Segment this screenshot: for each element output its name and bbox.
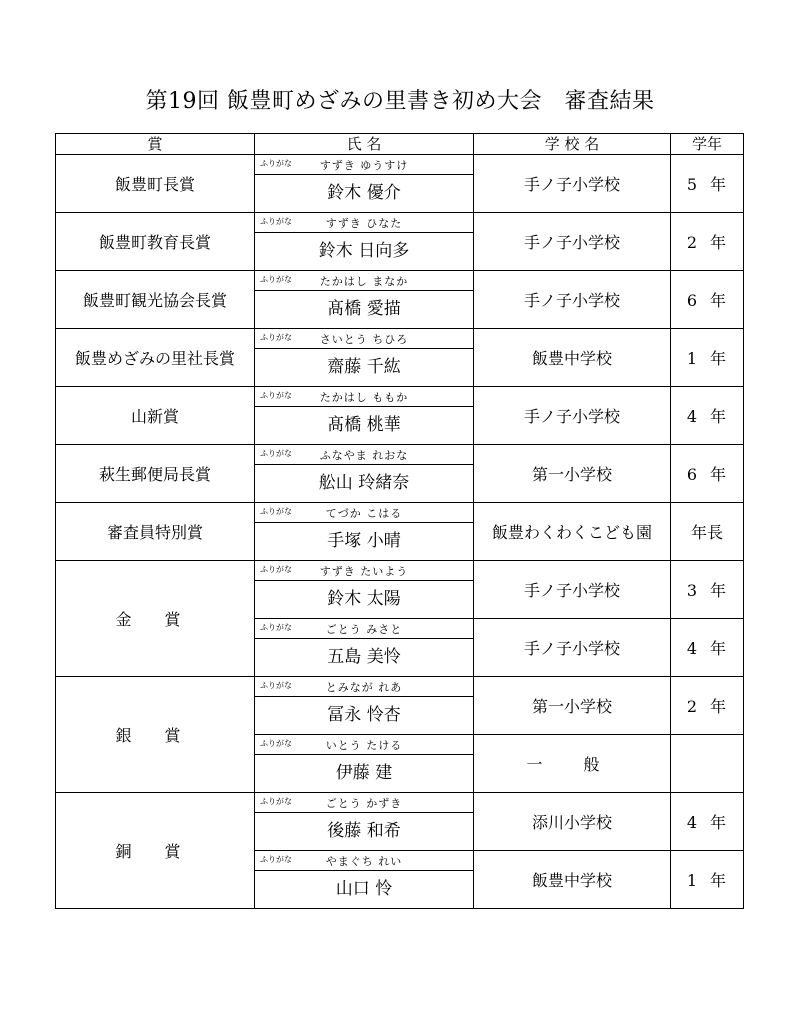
school-cell: 手ノ子小学校 (474, 213, 671, 271)
table-row (56, 503, 744, 561)
name-cell (255, 851, 474, 909)
award-cell-gold: 金 賞 (56, 561, 255, 677)
school-cell: 手ノ子小学校 (474, 619, 671, 677)
results-table (55, 133, 744, 909)
grade-unit: 年 (710, 813, 727, 832)
school-cell: 飯豊中学校 (474, 329, 671, 387)
furigana-text: やまぐち れい (325, 855, 403, 868)
grade-cell (671, 271, 744, 329)
furigana-text: すずき ひなた (325, 217, 403, 230)
furigana-label: ふりがな (260, 333, 292, 342)
grade-cell (671, 213, 744, 271)
furigana-row (255, 329, 473, 349)
grade-cell (671, 677, 744, 735)
grade-unit: 年 (710, 291, 727, 310)
grade-unit: 年 (710, 581, 727, 600)
name-cell (255, 445, 474, 503)
grade-cell (671, 329, 744, 387)
furigana-text: ごとう かずき (325, 797, 403, 810)
student-name: 髙橋 愛描 (327, 299, 401, 319)
school-cell: 添川小学校 (474, 793, 671, 851)
furigana-text: たかはし まなか (319, 275, 409, 288)
furigana-row (255, 445, 473, 465)
award-cell: 山新賞 (56, 387, 255, 445)
furigana-row (255, 561, 473, 581)
student-name: 舩山 玲緒奈 (318, 473, 410, 493)
grade-unit: 年 (710, 639, 727, 658)
name-cell (255, 213, 474, 271)
furigana-row (255, 213, 473, 233)
name-cell (255, 271, 474, 329)
school-cell: 手ノ子小学校 (474, 561, 671, 619)
grade-number: 4 (686, 407, 698, 426)
award-cell-bronze: 銅 賞 (56, 793, 255, 909)
student-name: 鈴木 優介 (327, 183, 401, 203)
furigana-row (255, 735, 473, 755)
furigana-label: ふりがな (260, 623, 292, 632)
grade-cell (671, 561, 744, 619)
grade-cell (671, 503, 744, 561)
award-cell: 飯豊町観光協会長賞 (56, 271, 255, 329)
award-cell-silver: 銀 賞 (56, 677, 255, 793)
furigana-row (255, 387, 473, 407)
furigana-label: ふりがな (260, 507, 292, 516)
name-cell (255, 329, 474, 387)
furigana-row (255, 503, 473, 523)
furigana-text: さいとう ちひろ (319, 333, 409, 346)
table-row (56, 387, 744, 445)
table-row (56, 561, 744, 619)
grade-unit: 年 (710, 407, 727, 426)
school-cell: 一 般 (474, 735, 671, 793)
furigana-label: ふりがな (260, 391, 292, 400)
name-cell (255, 387, 474, 445)
grade-unit: 年 (710, 697, 727, 716)
furigana-row (255, 793, 473, 813)
school-cell: 第一小学校 (474, 445, 671, 503)
student-name: 鈴木 太陽 (327, 589, 401, 609)
school-cell: 第一小学校 (474, 677, 671, 735)
furigana-text: すずき たいよう (319, 565, 409, 578)
furigana-label: ふりがな (260, 681, 292, 690)
grade-number: 1 (686, 871, 698, 890)
grade-number: 6 (686, 465, 698, 484)
table-row (56, 445, 744, 503)
grade-unit: 年 (710, 465, 727, 484)
table-row (56, 271, 744, 329)
grade-number: 2 (686, 697, 698, 716)
grade-number: 3 (686, 581, 698, 600)
school-cell: 手ノ子小学校 (474, 271, 671, 329)
furigana-label: ふりがな (260, 855, 292, 864)
furigana-label: ふりがな (260, 565, 292, 574)
furigana-label: ふりがな (260, 217, 292, 226)
table-row (56, 155, 744, 213)
award-cell: 萩生郵便局長賞 (56, 445, 255, 503)
grade-text: 年長 (690, 523, 723, 542)
grade-cell (671, 387, 744, 445)
furigana-label: ふりがな (260, 159, 292, 168)
furigana-row (255, 271, 473, 291)
furigana-text: すずき ゆうすけ (319, 159, 409, 172)
student-name: 齋藤 千紘 (327, 357, 401, 377)
header-grade: 学年 (671, 134, 744, 155)
grade-cell (671, 851, 744, 909)
student-name: 髙橋 桃華 (327, 415, 401, 435)
grade-cell (671, 735, 744, 793)
grade-unit: 年 (710, 175, 727, 194)
student-name: 五島 美怜 (327, 647, 401, 667)
name-cell (255, 503, 474, 561)
table-row (56, 329, 744, 387)
header-school: 学 校 名 (474, 134, 671, 155)
furigana-text: ふなやま れおな (319, 449, 409, 462)
name-cell (255, 561, 474, 619)
page-title: 第19回 飯豊町めざみの里書き初め大会 審査結果 (145, 89, 655, 114)
name-cell (255, 619, 474, 677)
school-cell: 飯豊中学校 (474, 851, 671, 909)
school-cell: 手ノ子小学校 (474, 387, 671, 445)
name-cell (255, 677, 474, 735)
student-name: 伊藤 建 (335, 763, 393, 783)
table-row (56, 677, 744, 735)
grade-unit: 年 (710, 871, 727, 890)
grade-cell (671, 155, 744, 213)
award-cell: 審査員特別賞 (56, 503, 255, 561)
table-row (56, 793, 744, 851)
grade-unit: 年 (710, 233, 727, 252)
award-cell: 飯豊めざみの里社長賞 (56, 329, 255, 387)
award-cell: 飯豊町教育長賞 (56, 213, 255, 271)
furigana-row (255, 677, 473, 697)
school-cell: 手ノ子小学校 (474, 155, 671, 213)
furigana-row (255, 619, 473, 639)
header-row (56, 134, 744, 155)
furigana-label: ふりがな (260, 739, 292, 748)
furigana-row (255, 851, 473, 871)
grade-number: 4 (686, 813, 698, 832)
grade-cell (671, 445, 744, 503)
student-name: 山口 怜 (335, 879, 393, 899)
student-name: 鈴木 日向多 (318, 241, 410, 261)
school-cell: 飯豊わくわくこども園 (474, 503, 671, 561)
furigana-label: ふりがな (260, 797, 292, 806)
furigana-text: いとう たける (325, 739, 403, 752)
name-cell (255, 793, 474, 851)
grade-number: 6 (686, 291, 698, 310)
student-name: 冨永 怜杏 (327, 705, 401, 725)
furigana-label: ふりがな (260, 449, 292, 458)
name-cell (255, 735, 474, 793)
furigana-label: ふりがな (260, 275, 292, 284)
student-name: 後藤 和希 (327, 821, 401, 841)
grade-number: 5 (686, 175, 698, 194)
grade-number: 4 (686, 639, 698, 658)
student-name: 手塚 小晴 (327, 531, 401, 551)
grade-cell (671, 793, 744, 851)
grade-cell (671, 619, 744, 677)
furigana-text: ごとう みさと (325, 623, 403, 636)
name-cell (255, 155, 474, 213)
grade-number: 2 (686, 233, 698, 252)
furigana-row (255, 155, 473, 175)
grade-number: 1 (686, 349, 698, 368)
header-award: 賞 (56, 134, 255, 155)
award-cell: 飯豊町長賞 (56, 155, 255, 213)
grade-unit: 年 (710, 349, 727, 368)
furigana-text: とみなが れあ (325, 681, 403, 694)
furigana-text: たかはし ももか (319, 391, 409, 404)
furigana-text: てづか こはる (325, 507, 403, 520)
header-name: 氏 名 (255, 134, 474, 155)
table-row (56, 213, 744, 271)
